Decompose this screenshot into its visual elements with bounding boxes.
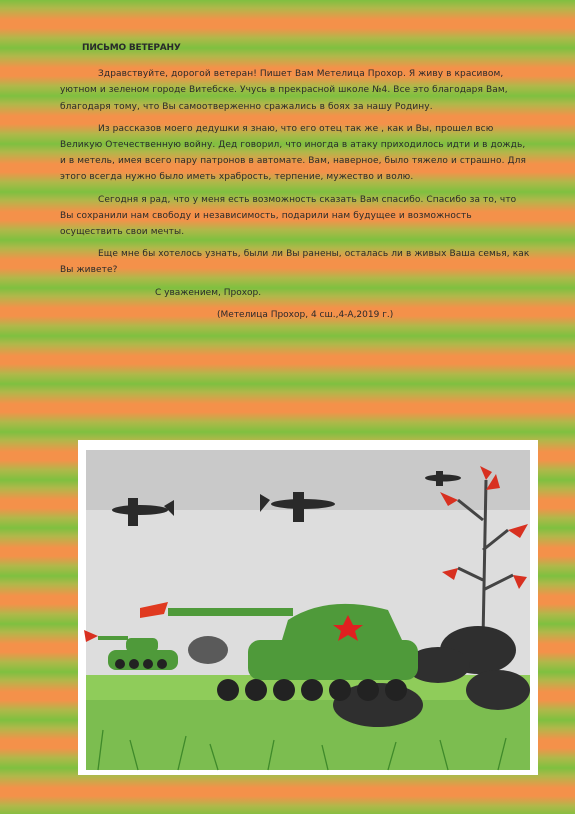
signature: С уважением, Прохор.	[155, 287, 262, 298]
letter-paragraph-2: Из рассказов моего дедушки я знаю, что его отец так же , как и Вы, прошел всю Великую Отечественную войну. Дед говорил, что иногда в атаку приходилось идти и в дождь, и в метель, имея всего пару патронов в автомате. Вам, наверное, было тяжело и страшно. Для этого всегда нужно было иметь храбрость, терпение, мужество и волю.	[60, 123, 527, 183]
letter	[60, 40, 530, 323]
letter-paragraph-1: Здравствуйте, дорогой ветеран! Пишет Вам Метелица Прохор. Я живу в красивом, уютном и зеленом городе Витебске. Учусь в прекрасной школе №4. Все это благодаря Вам, благодаря тому, что Вы самоотверженно сражались в боях за нашу Родину.	[60, 69, 508, 112]
war-drawing-svg	[78, 440, 538, 775]
letter-paragraph-3: Сегодня я рад, что у меня есть возможность сказать Вам спасибо. Спасибо за то, что Вы сохранили нам свободу и независимость, подарили нам будущее и возможность осуществить свои мечты.	[60, 194, 517, 238]
author-line: (Метелица Прохор, 4 сш.,4-А,2019 г.)	[217, 309, 394, 320]
letter-paragraph-4: Еще мне бы хотелось узнать, были ли Вы ранены, осталась ли в живых Ваша семья, как Вы живете?	[60, 249, 530, 276]
letter-title: ПИСЬМО ВЕТЕРАНУ	[82, 43, 181, 53]
war-drawing	[78, 440, 538, 775]
